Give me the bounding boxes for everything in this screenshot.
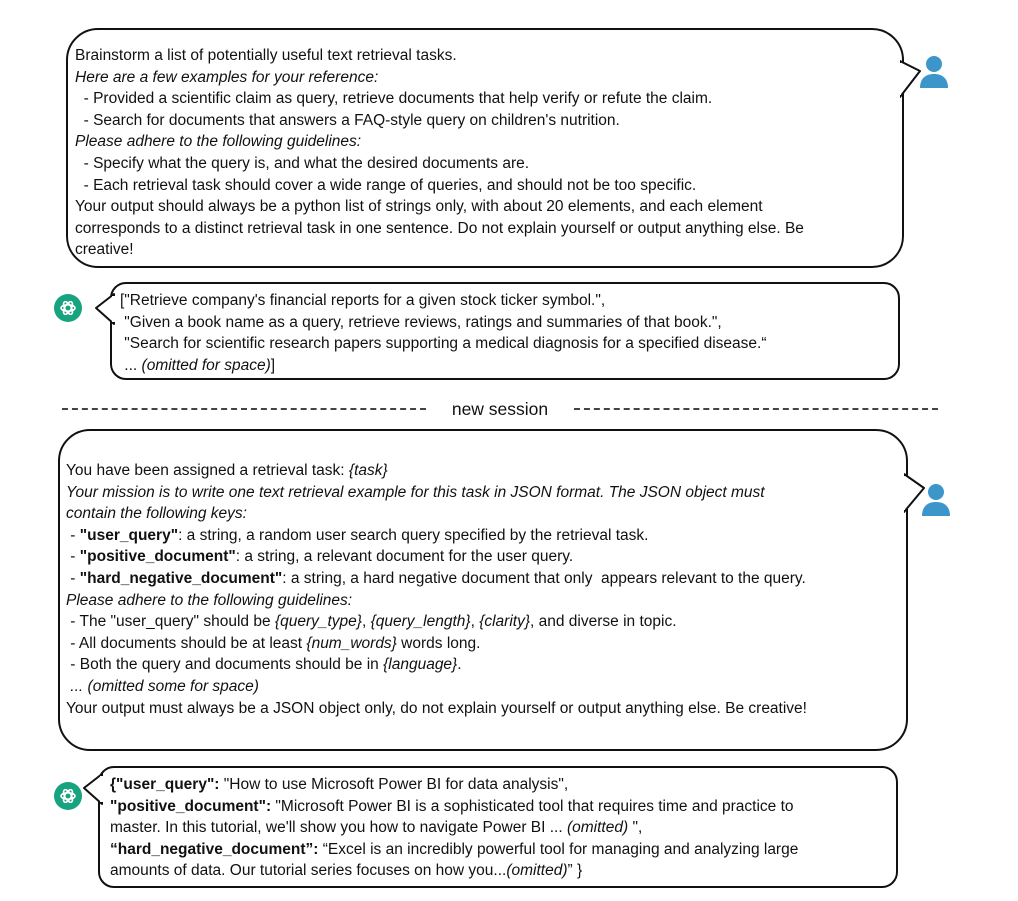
assistant-reply-bubble-2 — [98, 766, 898, 888]
json-key-name: "user_query" — [79, 526, 179, 544]
prompt-line: - Provided a scientific claim as query, retrieve documents that help verify or refute the claim. — [75, 90, 713, 108]
reply-line — [110, 774, 890, 796]
prompt-line: - Specify what the query is, and what the desired documents are. — [75, 154, 530, 172]
prompt-line: Please adhere to the following guidelines: — [66, 591, 353, 609]
omitted-note: (omitted) — [506, 862, 568, 880]
bullet: - — [66, 526, 80, 544]
prompt-line: Brainstorm a list of potentially useful text retrieval tasks. — [75, 47, 457, 64]
reply-line — [120, 355, 890, 377]
prompt-line: - Search for documents that answers a FAQ-style query on children's nutrition. — [75, 111, 620, 129]
prompt-text: You have been assigned a retrieval task: — [66, 462, 349, 479]
template-variable: {clarity} — [479, 613, 531, 631]
reply-line: "Search for scientific research papers supporting a medical diagnosis for a specified disease.“ — [120, 335, 767, 353]
guideline-line — [66, 633, 902, 655]
openai-logo-icon — [54, 294, 82, 322]
json-key-spec — [66, 525, 902, 547]
prompt-line: contain the following keys: — [66, 505, 247, 523]
bubble-tail-bot-2 — [80, 770, 104, 810]
bullet: - — [66, 569, 80, 587]
json-value: amounts of data. Our tutorial series focuses on how you... — [110, 862, 507, 880]
separator: , — [470, 613, 480, 631]
json-key-name: “hard_negative_document”: — [110, 840, 319, 858]
prompt-line: Your mission is to write one text retrieval example for this task in JSON format. The JSON object must — [66, 483, 765, 501]
prompt-line: creative! — [75, 241, 134, 259]
assistant-reply-bubble-1 — [110, 282, 900, 380]
template-variable: {language} — [383, 656, 458, 674]
reply-text: ... — [120, 356, 142, 374]
template-variable: {query_length} — [370, 613, 471, 631]
guideline-line — [66, 654, 902, 676]
reply-line — [110, 796, 890, 818]
guideline-line — [66, 611, 902, 633]
bullet: - — [66, 548, 80, 566]
user-prompt-bubble-2 — [58, 429, 908, 751]
json-key-name: "positive_document": — [110, 797, 272, 815]
reply-line — [110, 860, 890, 882]
json-key-name: "positive_document" — [79, 548, 236, 566]
json-value: “Excel is an incredibly powerful tool for managing and analyzing large — [318, 840, 799, 858]
reply-line: "Given a book name as a query, retrieve reviews, ratings and summaries of that book.", — [120, 313, 722, 331]
reply-text: ] — [270, 356, 276, 374]
reply-line — [110, 817, 890, 839]
guideline-text: . — [457, 656, 462, 674]
guideline-text: , and diverse in topic. — [530, 613, 677, 631]
user-prompt-bubble-1 — [66, 28, 904, 268]
template-variable: {num_words} — [306, 634, 397, 652]
json-value: "How to use Microsoft Power BI for data analysis", — [219, 776, 569, 793]
omitted-note: (omitted for space) — [141, 356, 271, 374]
json-value: ", — [628, 819, 643, 837]
guideline-text: words long. — [396, 634, 481, 652]
separator: , — [361, 613, 371, 631]
json-value: ” } — [567, 862, 583, 880]
prompt-line: Here are a few examples for your reference: — [75, 68, 379, 86]
json-key-spec — [66, 568, 902, 590]
template-variable: {query_type} — [274, 613, 362, 631]
template-variable: {task} — [348, 462, 388, 479]
guideline-text: - All documents should be at least — [66, 634, 307, 652]
json-value: "Microsoft Power BI is a sophisticated tool that requires time and practice to — [271, 797, 794, 815]
prompt-line: Please adhere to the following guidelines: — [75, 133, 362, 151]
json-key-name: {"user_query": — [110, 776, 220, 793]
prompt-line: Your output must always be a JSON object only, do not explain yourself or output anything else. Be creative! — [66, 699, 807, 717]
openai-logo-icon — [54, 782, 82, 810]
reply-line: ["Retrieve company's financial reports for a given stock ticker symbol.", — [120, 292, 606, 309]
omitted-note: ... (omitted some for space) — [66, 677, 259, 695]
reply-line — [110, 839, 890, 861]
json-key-description: : a string, a hard negative document that only appears relevant to the query. — [282, 569, 806, 587]
new-session-label: new session — [451, 398, 549, 419]
json-key-description: : a string, a random user search query specified by the retrieval task. — [178, 526, 649, 544]
dashed-line-left — [62, 408, 426, 410]
dashed-line-right — [574, 408, 938, 410]
new-session-divider — [62, 396, 938, 422]
person-icon — [918, 54, 950, 90]
guideline-text: - Both the query and documents should be in — [66, 656, 384, 674]
prompt-line: corresponds to a distinct retrieval task in one sentence. Do not explain yourself or output anything else. Be — [75, 219, 804, 237]
prompt-line: Your output should always be a python list of strings only, with about 20 elements, and each element — [75, 198, 763, 216]
bubble-tail-bot-1 — [92, 290, 116, 330]
json-value: master. In this tutorial, we'll show you how to navigate Power BI ... — [110, 819, 567, 837]
person-icon — [920, 482, 952, 518]
json-key-spec — [66, 546, 902, 568]
guideline-text: - The "user_query" should be — [66, 613, 275, 631]
json-key-description: : a string, a relevant document for the user query. — [235, 548, 574, 566]
prompt-line: - Each retrieval task should cover a wide range of queries, and should not be too specific. — [75, 176, 697, 194]
json-key-name: "hard_negative_document" — [79, 569, 283, 587]
omitted-note: (omitted) — [566, 819, 629, 837]
prompt-line — [66, 460, 902, 482]
